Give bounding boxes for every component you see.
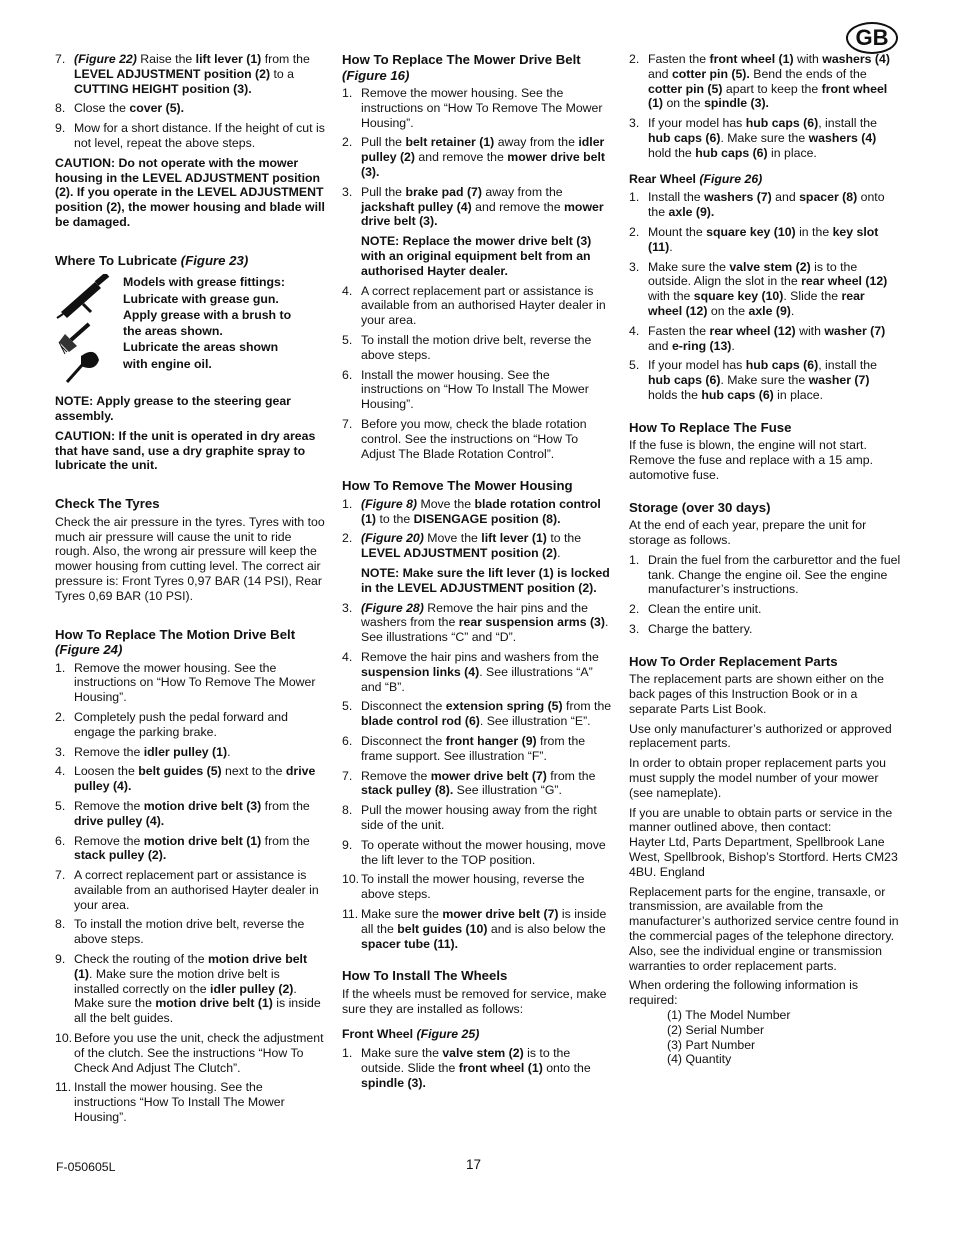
list-item-number: 3. xyxy=(342,600,353,615)
list-item-text: A correct replacement part or assistance is available from an authorised Hayter dealer in your area. xyxy=(361,283,606,328)
grease-gun-icon xyxy=(57,274,109,318)
list-item-number: 2. xyxy=(629,52,640,66)
list-item xyxy=(629,358,901,402)
list-item xyxy=(342,803,612,833)
list-item-text: To install the motion drive belt, reverse the above steps. xyxy=(74,917,305,947)
lube-line: Lubricate with grease gun. xyxy=(123,291,279,306)
order-address: Hayter Ltd, Parts Department, Spellbrook Lane West, Spellbrook, Bishop’s Stortford. Herts CM23 4BU. England xyxy=(629,835,898,879)
list-item-number: 2. xyxy=(342,531,353,546)
list-item-number: 1. xyxy=(342,1046,353,1061)
order-item: (4) Quantity xyxy=(667,1052,732,1067)
list-item-number: 4. xyxy=(55,764,66,779)
caution-housing: CAUTION: Do not operate with the mower housing in the LEVEL ADJUSTMENT position (2). If you operate in the LEVEL ADJUSTMENT position (2), the mower housing and blade will be damaged. xyxy=(55,155,325,229)
mower-belt-steps-a xyxy=(342,86,612,229)
list-item xyxy=(55,764,327,794)
list-item-text: Before you mow, check the blade rotation control. See the instructions on “How To Adjust The Blade Rotation Control”. xyxy=(361,416,587,461)
list-item xyxy=(342,531,612,561)
note-steering: NOTE: Apply grease to the steering gear assembly. xyxy=(55,394,291,424)
list-item-number: 6. xyxy=(342,367,353,382)
order-item: (2) Serial Number xyxy=(667,1022,765,1037)
list-item-text: A correct replacement part or assistance is available from an authorised Hayter dealer in your area. xyxy=(74,868,319,912)
height-steps-list xyxy=(55,52,327,151)
list-item-number: 1. xyxy=(342,496,353,511)
list-item-text: To operate without the mower housing, move the lift lever to the TOP position. xyxy=(361,837,606,867)
list-item xyxy=(342,907,612,951)
list-item xyxy=(342,650,612,694)
tyres-text: Check the air pressure in the tyres. Tyres with too much air pressure will cause the unit to ride rough. Also, the wrong air pressure will keep the mower housing from cutting level. The correct air pressure is: Front Tyres 0,97 BAR (14 PSI), Rear Tyres 0,69 BAR (10 PSI). xyxy=(55,514,325,603)
list-item-number: 9. xyxy=(55,121,66,136)
list-item xyxy=(629,260,901,319)
column-left xyxy=(55,52,327,1130)
list-item-number: 8. xyxy=(55,917,66,932)
lube-line: Models with grease fittings: xyxy=(123,275,285,290)
list-item-number: 9. xyxy=(55,952,66,967)
list-item-number: 1. xyxy=(342,86,353,100)
list-item-number: 3. xyxy=(342,184,353,199)
list-item-number: 4. xyxy=(342,283,353,298)
list-item-number: 2. xyxy=(629,602,640,617)
list-item xyxy=(342,185,612,229)
lube-line: the areas shown. xyxy=(123,324,223,339)
motion-belt-steps xyxy=(55,661,327,1125)
list-item xyxy=(629,116,901,160)
remove-housing-steps-b xyxy=(342,601,612,952)
lubricate-heading: Where To Lubricate (Figure 23) xyxy=(55,252,249,268)
remove-housing-heading: How To Remove The Mower Housing xyxy=(342,478,573,494)
list-item-number: 8. xyxy=(55,101,66,116)
list-item xyxy=(342,368,612,412)
order-parts-heading: How To Order Replacement Parts xyxy=(629,653,838,669)
list-item-text: (Figure 28) Remove the hair pins and the washers from the rear suspension arms (3). See illustrations “C” and “D”. xyxy=(361,600,609,645)
wheels-heading: How To Install The Wheels xyxy=(342,968,508,984)
list-item-text: Make sure the valve stem (2) is to the outside. Align the slot in the rear wheel (12) with the square key (10). Slide the rear wheel (12) on the axle (9). xyxy=(648,259,888,318)
list-item xyxy=(342,333,612,363)
remove-housing-note: NOTE: Make sure the lift lever (1) is locked in the LEVEL ADJUSTMENT position (2). xyxy=(361,566,610,595)
list-item xyxy=(55,745,327,760)
document-code: F-050605L xyxy=(56,1160,116,1174)
list-item-text: Clean the entire unit. xyxy=(648,602,762,617)
order-paragraph: In order to obtain proper replacement parts you must supply the model number of your mower (see nameplate). xyxy=(629,756,887,800)
list-item-number: 3. xyxy=(629,116,640,131)
list-item-number: 5. xyxy=(629,358,640,373)
rear-wheel-heading: Rear Wheel (Figure 26) xyxy=(629,171,763,186)
list-item-number: 11. xyxy=(55,1080,72,1095)
list-item-number: 2. xyxy=(342,135,353,150)
lube-line: with engine oil. xyxy=(123,356,212,371)
list-item-text: To install the mower housing, reverse the above steps. xyxy=(361,872,585,902)
caution-dry-areas: CAUTION: If the unit is operated in dry areas that have sand, use a dry graphite spray to lubricate the unit. xyxy=(55,428,316,473)
list-item-text: Fasten the rear wheel (12) with washer (7) and e-ring (13). xyxy=(648,323,886,353)
brush-icon xyxy=(59,324,89,354)
list-item-text: (Figure 20) Move the lift lever (1) to the LEVEL ADJUSTMENT position (2). xyxy=(361,531,582,561)
list-item xyxy=(629,622,901,637)
list-item-text: Remove the hair pins and washers from the suspension links (4). See illustrations “A” and “B”. xyxy=(361,650,599,694)
list-item xyxy=(629,602,901,617)
mower-belt-heading: How To Replace The Mower Drive Belt (Figure 16) xyxy=(342,52,581,83)
lube-line: Lubricate the areas shown xyxy=(123,340,279,355)
fuse-heading: How To Replace The Fuse xyxy=(629,419,792,435)
list-item xyxy=(55,661,327,705)
list-item-text: Make sure the valve stem (2) is to the outside. Slide the front wheel (1) onto the spindle (3). xyxy=(361,1046,591,1090)
list-item-text: Charge the battery. xyxy=(648,621,753,636)
list-item-text: (Figure 8) Move the blade rotation control (1) to the DISENGAGE position (8). xyxy=(361,496,601,526)
list-item-text: Remove the motion drive belt (3) from the drive pulley (4). xyxy=(74,798,310,828)
tyres-heading: Check The Tyres xyxy=(55,496,160,512)
order-paragraph: Replacement parts for the engine, transaxle, or transmission, are available from the manufacturer’s authorized service centre found in the commercial pages of the telephone directory. Also, see the individual engine or transmission warranties to order replacement parts. xyxy=(629,884,899,973)
list-item xyxy=(629,324,901,354)
list-item xyxy=(55,1080,327,1124)
motion-belt-heading: How To Replace The Motion Drive Belt (Figure 24) xyxy=(55,626,296,658)
list-item xyxy=(629,553,901,597)
list-item xyxy=(342,769,612,799)
list-item-number: 7. xyxy=(342,768,353,783)
list-item xyxy=(55,917,327,947)
list-item-text: Install the mower housing. See the instructions “How To Install The Mower Housing”. xyxy=(74,1080,285,1125)
list-item-text: Remove the mower drive belt (7) from the stack pulley (8). See illustration “G”. xyxy=(361,768,596,798)
remove-housing-steps-a xyxy=(342,497,612,561)
list-item-number: 11. xyxy=(342,906,359,921)
list-item xyxy=(342,497,612,527)
list-item-number: 1. xyxy=(55,660,66,675)
front-wheel-steps-a xyxy=(342,1046,612,1090)
list-item xyxy=(342,699,612,729)
column-right xyxy=(629,52,901,1067)
list-item-number: 1. xyxy=(629,552,640,567)
storage-steps xyxy=(629,553,901,637)
list-item-text: Check the routing of the motion drive belt (1). Make sure the motion drive belt is installed correctly on the idler pulley (2). Make sure the motion drive belt (1) is inside all the belt guides. xyxy=(74,952,321,1026)
list-item-number: 5. xyxy=(342,332,353,347)
order-item: (1) The Model Number xyxy=(667,1007,791,1022)
list-item xyxy=(629,225,901,255)
list-item xyxy=(342,86,612,130)
list-item-number: 9. xyxy=(342,837,353,852)
list-item-text: Make sure the mower drive belt (7) is inside all the belt guides (10) and is also below the spacer tube (11). xyxy=(361,906,607,951)
list-item-text: Drain the fuel from the carburettor and the fuel tank. Change the engine oil. See the engine manufacturer’s instructions. xyxy=(648,552,901,597)
list-item-number: 4. xyxy=(629,323,640,338)
lubrication-text xyxy=(123,274,333,372)
list-item-number: 10. xyxy=(55,1031,73,1046)
list-item-text: Disconnect the extension spring (5) from the blade control rod (6). See illustration “E”. xyxy=(361,699,612,729)
order-paragraph: Use only manufacturer’s authorized or approved replacement parts. xyxy=(629,721,892,751)
lubrication-legend xyxy=(55,274,327,386)
list-item-text: Pull the belt retainer (1) away from the idler pulley (2) and remove the mower drive belt (3). xyxy=(361,135,605,179)
list-item-text: Mount the square key (10) in the key slot (11). xyxy=(648,224,879,254)
fuse-text: If the fuse is blown, the engine will not start. Remove the fuse and replace with a 15 amp. automotive fuse. xyxy=(629,438,874,482)
order-item: (3) Part Number xyxy=(667,1037,756,1052)
list-item xyxy=(342,135,612,179)
list-item xyxy=(55,952,327,1026)
list-item-number: 2. xyxy=(55,709,66,724)
list-item-number: 3. xyxy=(629,621,640,636)
list-item-text: Remove the idler pulley (1). xyxy=(74,744,231,759)
list-item-number: 7. xyxy=(342,416,353,431)
list-item-text: Before you use the unit, check the adjustment of the clutch. See the instructions “How To Check And Adjust The Clutch”. xyxy=(74,1031,324,1075)
list-item xyxy=(342,1046,612,1090)
lube-line: Apply grease with a brush to xyxy=(123,307,292,322)
column-middle xyxy=(342,52,612,1096)
list-item xyxy=(342,417,612,461)
list-item-number: 4. xyxy=(342,650,353,664)
list-item-number: 3. xyxy=(55,744,66,759)
list-item-number: 2. xyxy=(629,224,640,239)
list-item-number: 8. xyxy=(342,803,353,818)
order-paragraph: When ordering the following information is required: xyxy=(629,978,858,1008)
mower-belt-note: NOTE: Replace the mower drive belt (3) with an original equipment belt from an authorised Hayter dealer. xyxy=(361,234,592,278)
list-item-text: Remove the mower housing. See the instructions on “How To Remove The Mower Housing”. xyxy=(361,86,603,130)
list-item-text: Pull the mower housing away from the right side of the unit. xyxy=(361,803,597,832)
list-item xyxy=(342,734,612,764)
page-number: 17 xyxy=(466,1157,482,1172)
list-item-text: Loosen the belt guides (5) next to the drive pulley (4). xyxy=(74,764,316,794)
list-item xyxy=(55,101,327,116)
list-item-text: Install the washers (7) and spacer (8) onto the axle (9). xyxy=(648,190,885,220)
list-item-text: Completely push the pedal forward and engage the parking brake. xyxy=(74,709,288,739)
mower-belt-steps-b xyxy=(342,284,612,462)
lubrication-icons xyxy=(55,274,117,386)
order-paragraph: The replacement parts are shown either on the back pages of this Instruction Book or in a separate Parts List Book. xyxy=(629,672,884,716)
list-item-text: Disconnect the front hanger (9) from the frame support. See illustration “F”. xyxy=(361,733,586,763)
list-item xyxy=(55,1031,327,1075)
list-item xyxy=(55,799,327,829)
list-item xyxy=(55,834,327,864)
list-item-text: If your model has hub caps (6), install the hub caps (6). Make sure the washer (7) holds the hub caps (6) in place. xyxy=(648,358,877,402)
list-item-number: 5. xyxy=(342,699,353,714)
storage-intro: At the end of each year, prepare the unit for storage as follows. xyxy=(629,518,867,547)
list-item-number: 7. xyxy=(55,868,66,883)
list-item xyxy=(55,121,327,151)
rear-wheel-steps xyxy=(629,190,901,402)
list-item xyxy=(629,52,901,111)
oil-can-icon xyxy=(67,352,99,382)
list-item xyxy=(55,710,327,740)
list-item-text: Remove the mower housing. See the instructions on “How To Remove The Mower Housing”. xyxy=(74,660,316,705)
list-item-number: 3. xyxy=(629,259,640,274)
list-item-number: 1. xyxy=(629,190,640,205)
list-item xyxy=(342,872,612,902)
list-item xyxy=(55,868,327,912)
list-item-text: Fasten the front wheel (1) with washers (4) and cotter pin (5). Bend the ends of the cotter pin (5) apart to keep the front wheel (1) on the spindle (3). xyxy=(648,52,890,111)
list-item-text: Pull the brake pad (7) away from the jackshaft pulley (4) and remove the mower drive belt (3). xyxy=(361,184,604,229)
list-item-number: 5. xyxy=(55,798,66,813)
storage-heading: Storage (over 30 days) xyxy=(629,499,771,515)
list-item xyxy=(55,52,327,96)
list-item xyxy=(342,838,612,868)
list-item-number: 6. xyxy=(55,833,66,848)
front-wheel-heading: Front Wheel (Figure 25) xyxy=(342,1027,480,1042)
list-item-text: Install the mower housing. See the instructions on “How To Install The Mower Housing”. xyxy=(361,367,589,412)
list-item-number: 7. xyxy=(55,52,66,66)
list-item xyxy=(629,190,901,220)
list-item-number: 6. xyxy=(342,733,353,748)
list-item-text: Remove the motion drive belt (1) from the stack pulley (2). xyxy=(74,833,310,863)
list-item-text: If your model has hub caps (6), install the hub caps (6). Make sure the washers (4) hold the hub caps (6) in place. xyxy=(648,116,877,160)
front-wheel-steps-b xyxy=(629,52,901,161)
wheels-intro: If the wheels must be removed for service, make sure they are installed as follows: xyxy=(342,986,607,1016)
language-badge: GB xyxy=(846,22,898,54)
list-item-number: 10. xyxy=(342,872,360,887)
list-item xyxy=(342,284,612,328)
order-paragraph: If you are unable to obtain parts or service in the manner outlined above, then contact: xyxy=(629,805,893,835)
list-item-text: To install the motion drive belt, reverse the above steps. xyxy=(361,332,592,362)
list-item-text: Mow for a short distance. If the height of cut is not level, repeat the above steps. xyxy=(74,121,325,150)
list-item xyxy=(342,601,612,645)
list-item-text: (Figure 22) Raise the lift lever (1) from the LEVEL ADJUSTMENT position (2) to a CUTTING HEIGHT position (3). xyxy=(74,52,310,96)
list-item-text: Close the cover (5). xyxy=(74,101,185,116)
